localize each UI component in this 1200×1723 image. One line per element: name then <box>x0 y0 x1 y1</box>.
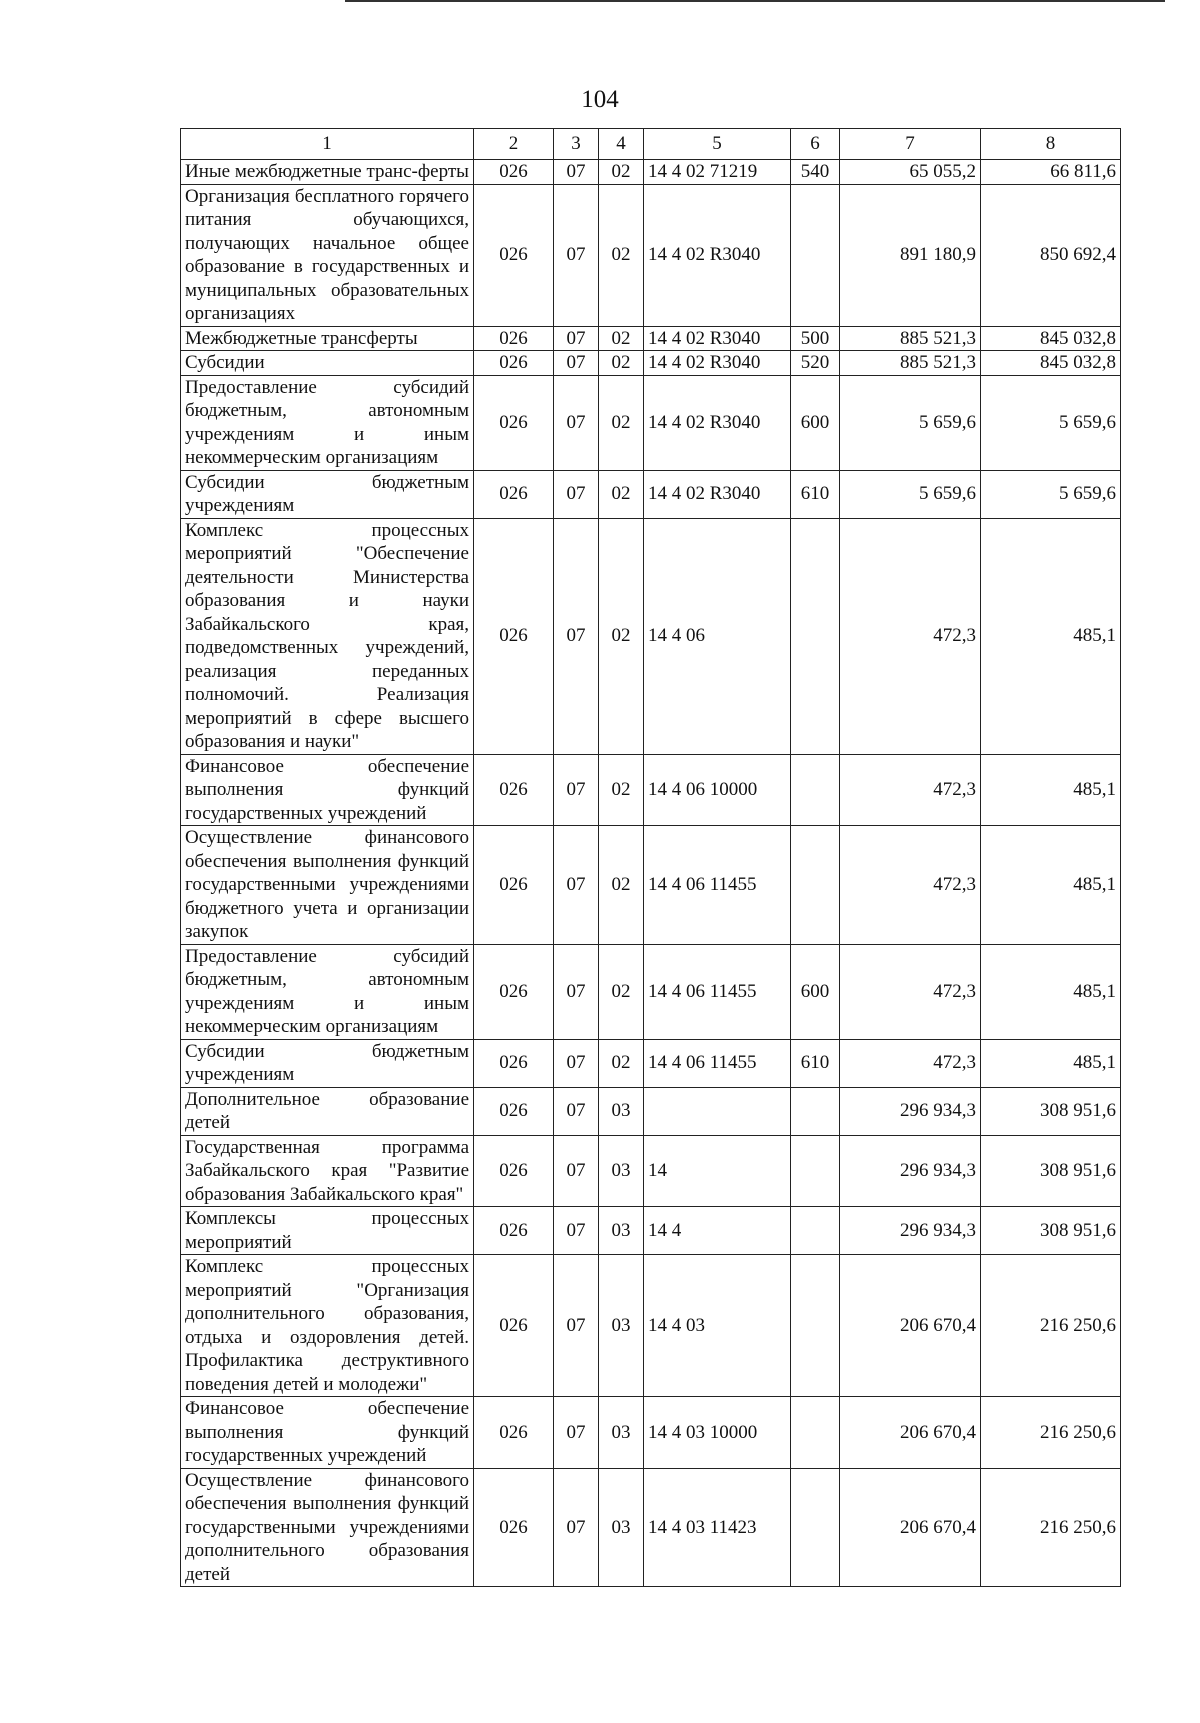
header-cell: 1 <box>181 129 474 160</box>
target-article-cell: 14 4 06 11455 <box>644 1039 791 1087</box>
table-row <box>181 754 1121 826</box>
subsection-code-cell: 02 <box>599 944 644 1039</box>
row-name-cell: Дополнительное образование детей <box>181 1087 474 1135</box>
row-name-cell: Осуществление финансового обеспечения выполнения функций государственными учреждениями бюджетного учета и организации закупок <box>181 826 474 945</box>
amount-year2-cell: 485,1 <box>981 754 1121 826</box>
expense-type-cell: 600 <box>791 375 840 470</box>
amount-year2-cell: 66 811,6 <box>981 160 1121 185</box>
target-article-cell: 14 4 03 10000 <box>644 1397 791 1469</box>
section-code-cell: 07 <box>554 1397 599 1469</box>
target-article-cell <box>644 1087 791 1135</box>
target-article-cell: 14 4 06 11455 <box>644 826 791 945</box>
admin-code-cell: 026 <box>474 1255 554 1397</box>
admin-code-cell: 026 <box>474 518 554 754</box>
amount-year2-cell: 485,1 <box>981 518 1121 754</box>
row-name-cell: Комплексы процессных мероприятий <box>181 1207 474 1255</box>
expense-type-cell: 610 <box>791 470 840 518</box>
amount-year1-cell: 472,3 <box>840 518 981 754</box>
expense-type-cell <box>791 826 840 945</box>
section-code-cell: 07 <box>554 518 599 754</box>
table-row <box>181 1039 1121 1087</box>
target-article-cell: 14 4 02 71219 <box>644 160 791 185</box>
header-cell: 5 <box>644 129 791 160</box>
section-code-cell: 07 <box>554 326 599 351</box>
amount-year2-cell: 850 692,4 <box>981 184 1121 326</box>
target-article-cell: 14 4 02 R3040 <box>644 326 791 351</box>
table-row <box>181 826 1121 945</box>
admin-code-cell: 026 <box>474 326 554 351</box>
subsection-code-cell: 03 <box>599 1468 644 1587</box>
subsection-code-cell: 02 <box>599 470 644 518</box>
header-row <box>181 129 1121 160</box>
section-code-cell: 07 <box>554 944 599 1039</box>
amount-year2-cell: 485,1 <box>981 826 1121 945</box>
amount-year2-cell: 5 659,6 <box>981 375 1121 470</box>
expense-type-cell <box>791 1087 840 1135</box>
expense-type-cell <box>791 518 840 754</box>
target-article-cell: 14 4 02 R3040 <box>644 375 791 470</box>
amount-year1-cell: 206 670,4 <box>840 1255 981 1397</box>
admin-code-cell: 026 <box>474 826 554 945</box>
table-row <box>181 160 1121 185</box>
target-article-cell: 14 4 <box>644 1207 791 1255</box>
amount-year1-cell: 5 659,6 <box>840 375 981 470</box>
subsection-code-cell: 02 <box>599 160 644 185</box>
table-body <box>181 160 1121 1587</box>
section-code-cell: 07 <box>554 160 599 185</box>
table-row <box>181 1255 1121 1397</box>
amount-year2-cell: 485,1 <box>981 944 1121 1039</box>
table-row <box>181 518 1121 754</box>
subsection-code-cell: 03 <box>599 1255 644 1397</box>
section-code-cell: 07 <box>554 1087 599 1135</box>
amount-year1-cell: 891 180,9 <box>840 184 981 326</box>
target-article-cell: 14 4 02 R3040 <box>644 470 791 518</box>
amount-year2-cell: 5 659,6 <box>981 470 1121 518</box>
amount-year1-cell: 885 521,3 <box>840 351 981 376</box>
row-name-cell: Субсидии бюджетным учреждениям <box>181 470 474 518</box>
expense-type-cell <box>791 1207 840 1255</box>
subsection-code-cell: 02 <box>599 326 644 351</box>
admin-code-cell: 026 <box>474 1087 554 1135</box>
top-edge-line <box>345 0 1165 2</box>
table-row <box>181 1135 1121 1207</box>
header-cell: 8 <box>981 129 1121 160</box>
table-row <box>181 944 1121 1039</box>
table-row <box>181 1468 1121 1587</box>
admin-code-cell: 026 <box>474 351 554 376</box>
amount-year2-cell: 485,1 <box>981 1039 1121 1087</box>
expense-type-cell: 600 <box>791 944 840 1039</box>
amount-year2-cell: 216 250,6 <box>981 1468 1121 1587</box>
amount-year1-cell: 296 934,3 <box>840 1207 981 1255</box>
section-code-cell: 07 <box>554 826 599 945</box>
amount-year1-cell: 472,3 <box>840 944 981 1039</box>
row-name-cell: Комплекс процессных мероприятий "Обеспечение деятельности Министерства образования и науки Забайкальского края, подведомственных учреждений, реализация переданных полномочий. Реализация мероприятий в сфере высшего образования и науки" <box>181 518 474 754</box>
subsection-code-cell: 03 <box>599 1207 644 1255</box>
section-code-cell: 07 <box>554 754 599 826</box>
amount-year1-cell: 472,3 <box>840 1039 981 1087</box>
amount-year1-cell: 206 670,4 <box>840 1468 981 1587</box>
header-cell: 6 <box>791 129 840 160</box>
row-name-cell: Предоставление субсидий бюджетным, автономным учреждениям и иным некоммерческим организациям <box>181 375 474 470</box>
amount-year2-cell: 845 032,8 <box>981 351 1121 376</box>
header-cell: 3 <box>554 129 599 160</box>
row-name-cell: Субсидии бюджетным учреждениям <box>181 1039 474 1087</box>
admin-code-cell: 026 <box>474 754 554 826</box>
page-number: 104 <box>581 86 619 113</box>
expense-type-cell <box>791 1468 840 1587</box>
admin-code-cell: 026 <box>474 1039 554 1087</box>
section-code-cell: 07 <box>554 375 599 470</box>
target-article-cell: 14 <box>644 1135 791 1207</box>
amount-year1-cell: 296 934,3 <box>840 1135 981 1207</box>
row-name-cell: Государственная программа Забайкальского края "Развитие образования Забайкальского края" <box>181 1135 474 1207</box>
section-code-cell: 07 <box>554 184 599 326</box>
expense-type-cell: 610 <box>791 1039 840 1087</box>
target-article-cell: 14 4 06 10000 <box>644 754 791 826</box>
table-row <box>181 1397 1121 1469</box>
target-article-cell: 14 4 03 11423 <box>644 1468 791 1587</box>
target-article-cell: 14 4 06 11455 <box>644 944 791 1039</box>
expense-type-cell <box>791 184 840 326</box>
table-row <box>181 184 1121 326</box>
amount-year2-cell: 216 250,6 <box>981 1397 1121 1469</box>
section-code-cell: 07 <box>554 351 599 376</box>
admin-code-cell: 026 <box>474 1135 554 1207</box>
expense-type-cell <box>791 1135 840 1207</box>
section-code-cell: 07 <box>554 1468 599 1587</box>
amount-year1-cell: 5 659,6 <box>840 470 981 518</box>
amount-year2-cell: 845 032,8 <box>981 326 1121 351</box>
target-article-cell: 14 4 02 R3040 <box>644 351 791 376</box>
amount-year1-cell: 65 055,2 <box>840 160 981 185</box>
admin-code-cell: 026 <box>474 1207 554 1255</box>
expense-type-cell <box>791 754 840 826</box>
subsection-code-cell: 02 <box>599 1039 644 1087</box>
table-row <box>181 326 1121 351</box>
target-article-cell: 14 4 03 <box>644 1255 791 1397</box>
subsection-code-cell: 02 <box>599 375 644 470</box>
expense-type-cell: 540 <box>791 160 840 185</box>
section-code-cell: 07 <box>554 470 599 518</box>
amount-year2-cell: 308 951,6 <box>981 1207 1121 1255</box>
subsection-code-cell: 02 <box>599 754 644 826</box>
row-name-cell: Межбюджетные трансферты <box>181 326 474 351</box>
table-row <box>181 1207 1121 1255</box>
subsection-code-cell: 03 <box>599 1087 644 1135</box>
expense-type-cell <box>791 1255 840 1397</box>
expense-type-cell: 520 <box>791 351 840 376</box>
header-cell: 7 <box>840 129 981 160</box>
amount-year1-cell: 885 521,3 <box>840 326 981 351</box>
amount-year1-cell: 472,3 <box>840 754 981 826</box>
subsection-code-cell: 02 <box>599 826 644 945</box>
target-article-cell: 14 4 02 R3040 <box>644 184 791 326</box>
subsection-code-cell: 03 <box>599 1397 644 1469</box>
admin-code-cell: 026 <box>474 1397 554 1469</box>
admin-code-cell: 026 <box>474 470 554 518</box>
subsection-code-cell: 02 <box>599 184 644 326</box>
budget-table <box>180 128 1121 1587</box>
amount-year2-cell: 308 951,6 <box>981 1087 1121 1135</box>
table-row <box>181 470 1121 518</box>
row-name-cell: Осуществление финансового обеспечения выполнения функций государственными учреждениями дополнительного образования детей <box>181 1468 474 1587</box>
admin-code-cell: 026 <box>474 944 554 1039</box>
table-header <box>181 129 1121 160</box>
admin-code-cell: 026 <box>474 1468 554 1587</box>
row-name-cell: Предоставление субсидий бюджетным, автономным учреждениям и иным некоммерческим организациям <box>181 944 474 1039</box>
amount-year2-cell: 308 951,6 <box>981 1135 1121 1207</box>
header-cell: 2 <box>474 129 554 160</box>
subsection-code-cell: 03 <box>599 1135 644 1207</box>
amount-year1-cell: 472,3 <box>840 826 981 945</box>
header-cell: 4 <box>599 129 644 160</box>
row-name-cell: Финансовое обеспечение выполнения функций государственных учреждений <box>181 1397 474 1469</box>
row-name-cell: Комплекс процессных мероприятий "Организация дополнительного образования, отдыха и оздоровления детей. Профилактика деструктивного поведения детей и молодежи" <box>181 1255 474 1397</box>
section-code-cell: 07 <box>554 1255 599 1397</box>
table-row <box>181 375 1121 470</box>
subsection-code-cell: 02 <box>599 351 644 376</box>
row-name-cell: Финансовое обеспечение выполнения функций государственных учреждений <box>181 754 474 826</box>
row-name-cell: Организация бесплатного горячего питания обучающихся, получающих начальное общее образование в государственных и муниципальных образовательных организациях <box>181 184 474 326</box>
expense-type-cell <box>791 1397 840 1469</box>
admin-code-cell: 026 <box>474 160 554 185</box>
section-code-cell: 07 <box>554 1135 599 1207</box>
amount-year1-cell: 296 934,3 <box>840 1087 981 1135</box>
table-row <box>181 351 1121 376</box>
expense-type-cell: 500 <box>791 326 840 351</box>
row-name-cell: Иные межбюджетные транс-ферты <box>181 160 474 185</box>
row-name-cell: Субсидии <box>181 351 474 376</box>
section-code-cell: 07 <box>554 1039 599 1087</box>
table-row <box>181 1087 1121 1135</box>
admin-code-cell: 026 <box>474 184 554 326</box>
section-code-cell: 07 <box>554 1207 599 1255</box>
amount-year2-cell: 216 250,6 <box>981 1255 1121 1397</box>
amount-year1-cell: 206 670,4 <box>840 1397 981 1469</box>
target-article-cell: 14 4 06 <box>644 518 791 754</box>
admin-code-cell: 026 <box>474 375 554 470</box>
subsection-code-cell: 02 <box>599 518 644 754</box>
